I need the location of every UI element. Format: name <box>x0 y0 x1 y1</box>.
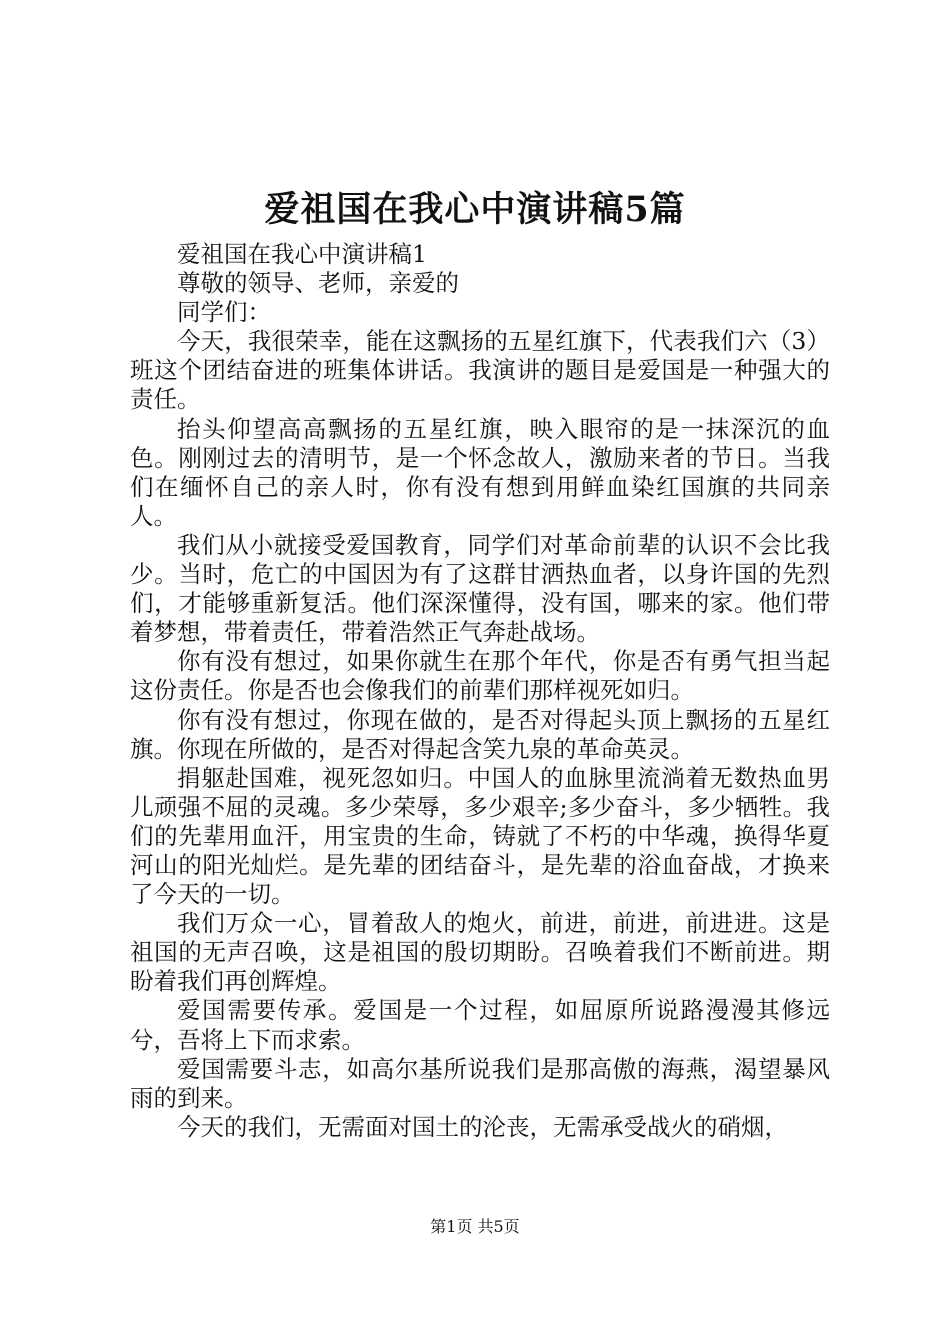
paragraph: 你有没有想过，如果你就生在那个年代，你是否有勇气担当起这份责任。你是否也会像我们的前辈们那样视死如归。 <box>130 647 830 705</box>
paragraph: 捐躯赴国难，视死忽如归。中国人的血脉里流淌着无数热血男儿顽强不屈的灵魂。多少荣辱，多少艰辛;多少奋斗，多少牺牲。我们的先辈用血汗，用宝贵的生命，铸就了不朽的中华魂，换得华夏河山的阳光灿烂。是先辈的团结奋斗，是先辈的浴血奋战，才换来了今天的一切。 <box>130 763 830 909</box>
paragraph: 爱国需要传承。爱国是一个过程，如屈原所说路漫漫其修远兮，吾将上下而求索。 <box>130 996 830 1054</box>
page-footer: 第1页 共5页 <box>430 1217 520 1236</box>
paragraph: 同学们： <box>177 298 271 327</box>
paragraph: 今天，我很荣幸，能在这飘扬的五星红旗下，代表我们六（3）班这个团结奋进的班集体讲话。我演讲的题目是爱国是一种强大的责任。 <box>130 327 830 414</box>
paragraph: 抬头仰望高高飘扬的五星红旗，映入眼帘的是一抹深沉的血色。刚刚过去的清明节，是一个怀念故人，激励来者的节日。当我们在缅怀自己的亲人时，你有没有想到用鲜血染红国旗的共同亲人。 <box>130 414 830 530</box>
paragraph: 今天的我们，无需面对国土的沦丧，无需承受战火的硝烟， <box>177 1112 788 1141</box>
paragraph: 尊敬的领导、老师，亲爱的 <box>177 269 459 298</box>
paragraph: 爱国需要斗志，如高尔基所说我们是那高傲的海燕，渴望暴风雨的到来。 <box>130 1054 830 1112</box>
document-title: 爱祖国在我心中演讲稿5篇 <box>264 189 686 230</box>
paragraph: 你有没有想过，你现在做的，是否对得起头顶上飘扬的五星红旗。你现在所做的，是否对得起含笑九泉的革命英灵。 <box>130 705 830 763</box>
paragraph: 我们万众一心，冒着敌人的炮火，前进，前进，前进进。这是祖国的无声召唤，这是祖国的殷切期盼。召唤着我们不断前进。期盼着我们再创辉煌。 <box>130 909 830 996</box>
paragraph: 爱祖国在我心中演讲稿1 <box>177 240 427 268</box>
paragraph: 我们从小就接受爱国教育，同学们对革命前辈的认识不会比我少。当时，危亡的中国因为有了这群甘洒热血者，以身许国的先烈们，才能够重新复活。他们深深懂得，没有国，哪来的家。他们带着梦想，带着责任，带着浩然正气奔赴战场。 <box>130 530 830 647</box>
document-body <box>130 240 830 1142</box>
